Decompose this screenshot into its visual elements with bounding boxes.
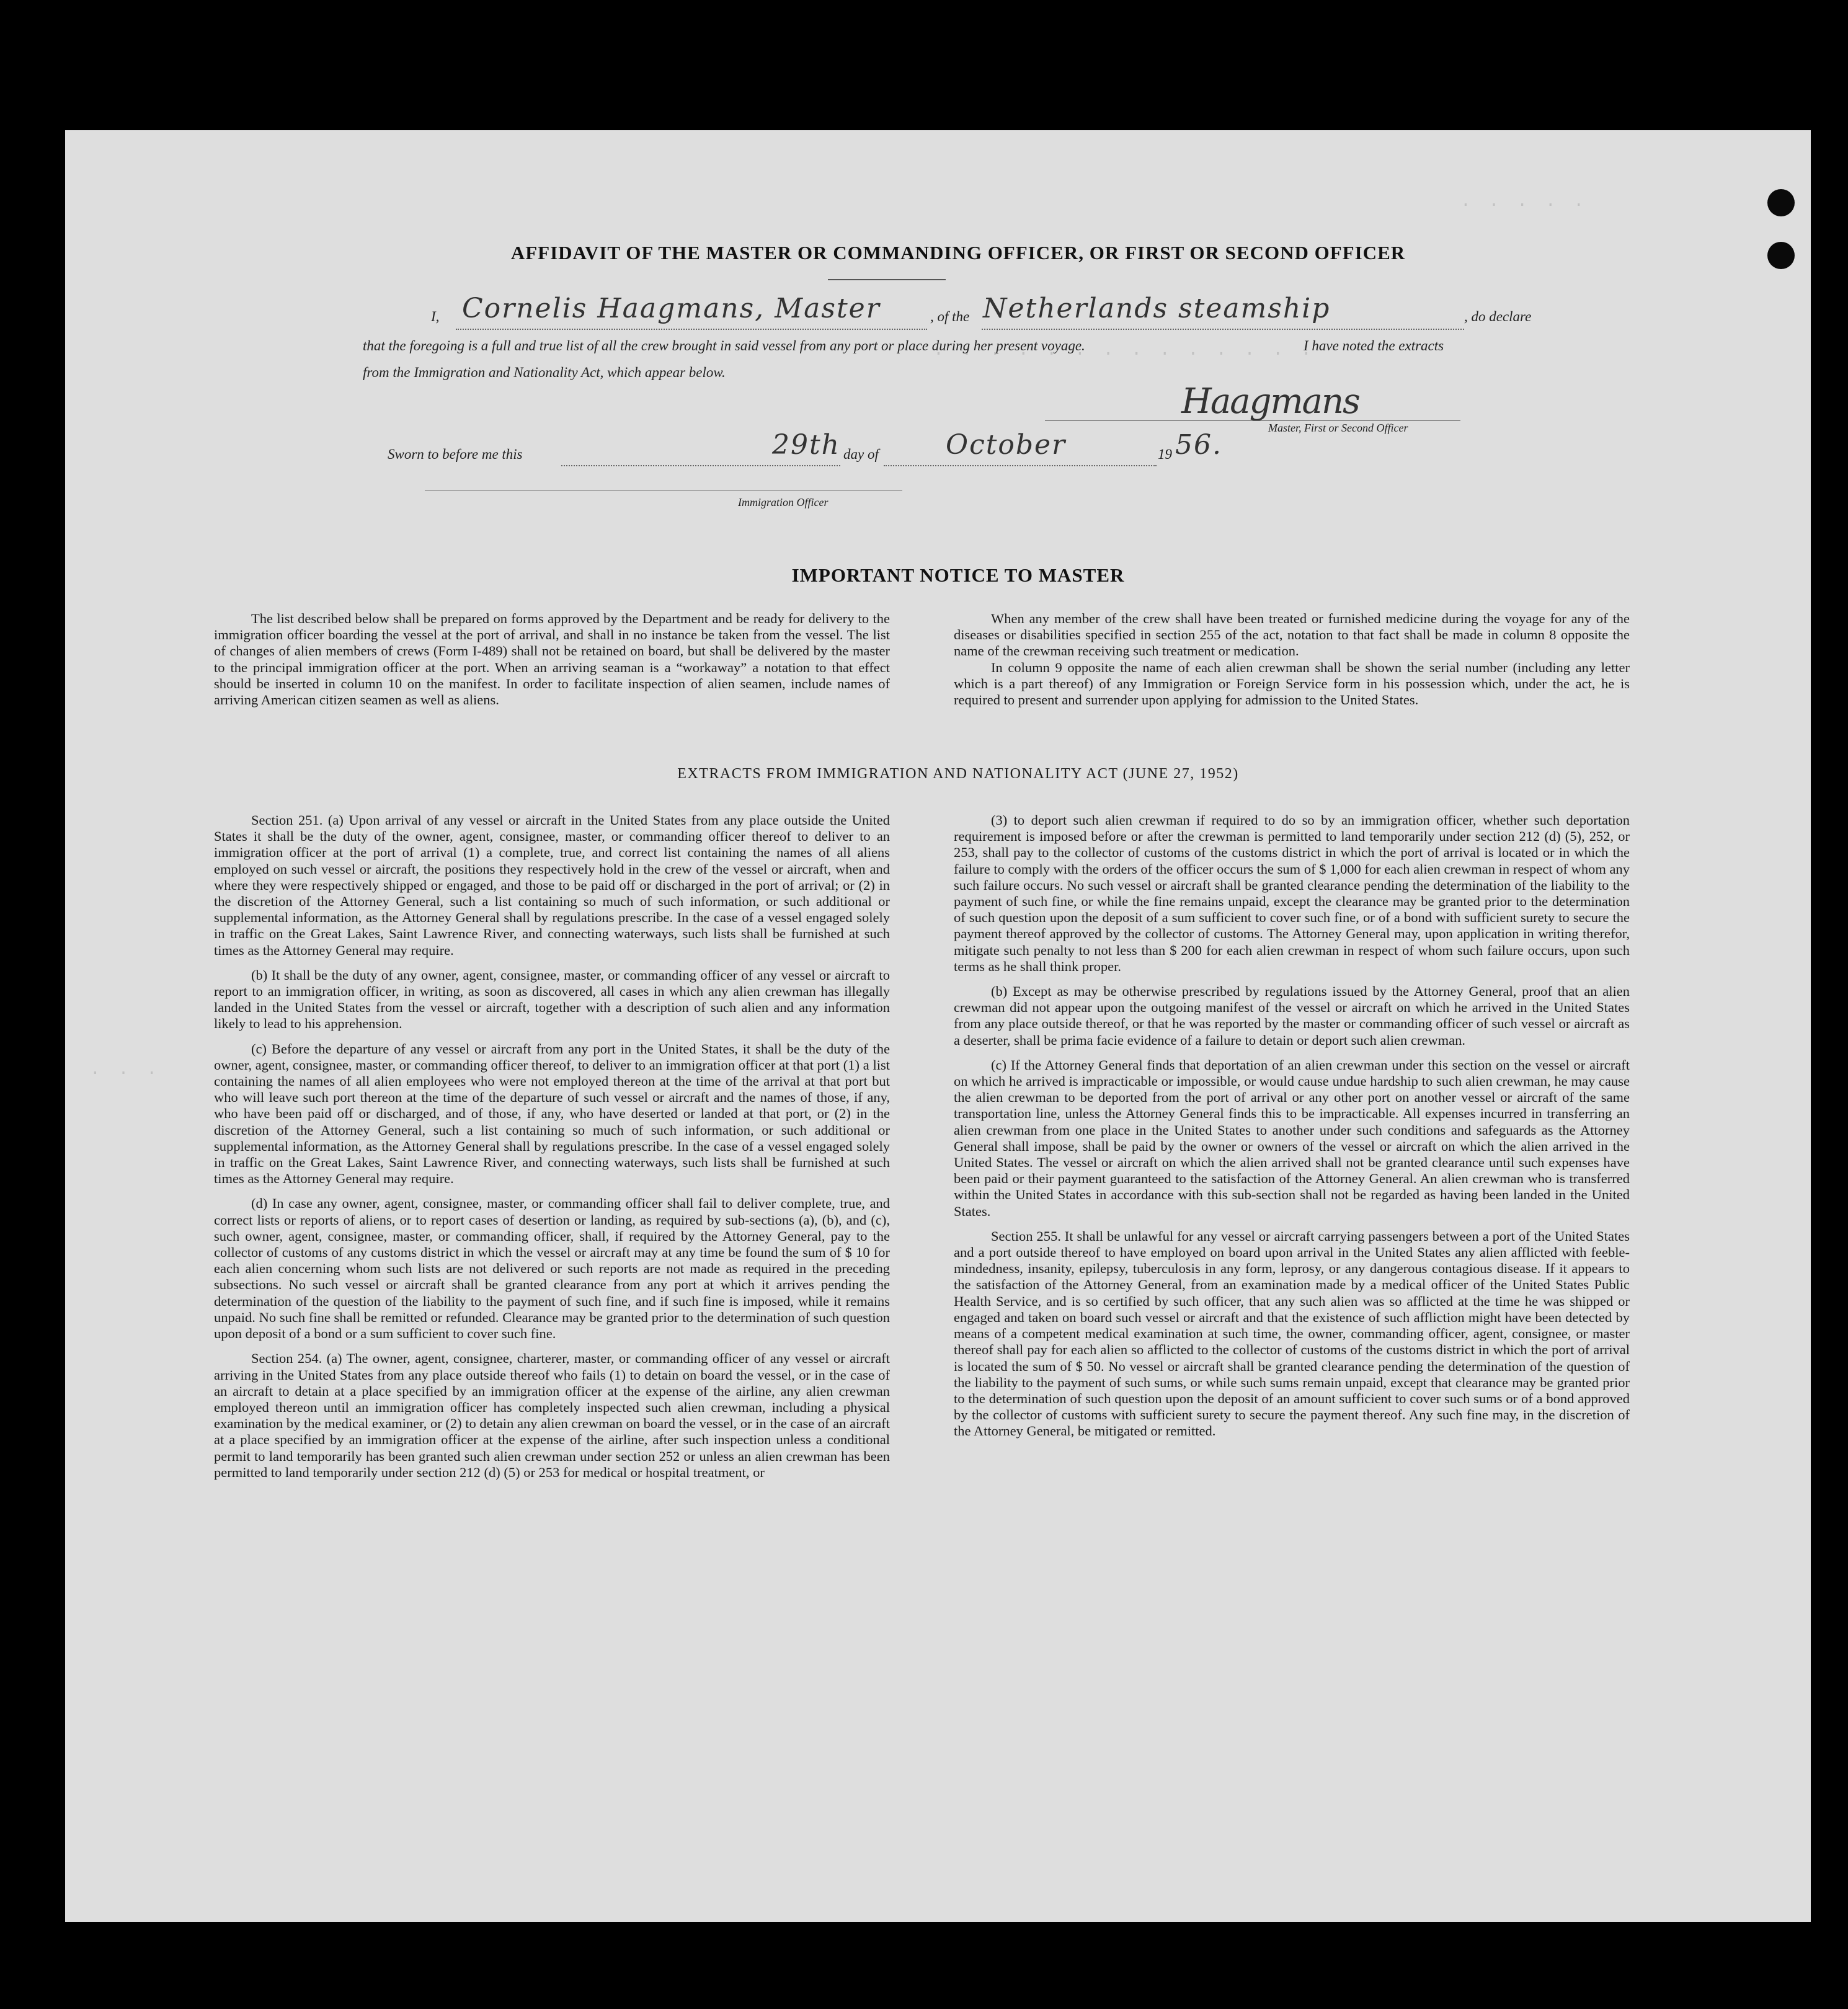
signature-label: Master, First or Second Officer — [1268, 422, 1408, 434]
notice-right-paragraph-1: When any member of the crew shall have been treated or furnished medicine during the voyage for any of the diseases or disabilities specified in section 255 of the act, notation to that fact shall be made in column 8 opposite the name of the crewman receiving such treatment or medication. — [954, 611, 1630, 659]
section-254-a-3: (3) to deport such alien crewman if required to do so by an immigration officer, whether such deportation requirement is imposed before or after the crewman is permitted to land temporarily under section 212 (d) (5), 252, or 253, shall pay to the collector of customs of the customs district in which the port of arrival is located or in which the failure to comply with the orders of the officer occurs the sum of $ 1,000 for each alien crewman in respect of whom any such failure occurs. No such vessel or aircraft shall be granted clearance pending the determination of the liability to the payment of such fine, or while the fine remains unpaid, except the clearance may be granted prior to the determination of such question upon the deposit of a sum sufficient to cover such fine, or of a bond with sufficient surety to secure the payment thereof approved by the collector of customs. The Attorney General may, upon application in writing therefor, mitigate such penalty to not less than $ 200 for each alien crewman in respect of whom such failure occurs, upon such terms as he shall think proper. — [954, 812, 1630, 974]
sworn-month-handwritten: October — [946, 429, 1067, 461]
sworn-prefix: Sworn to before me this — [388, 446, 523, 462]
name-fill-line — [456, 329, 927, 330]
section-254-b: (b) Except as may be otherwise prescribed by regulations issued by the Attorney General, proof that an alien crewman did not appear upon the outgoing manifest of the vessel or aircraft on which he arrived in the United States from any place outside thereof, or that he was reported by the master or commanding officer of such vessel or aircraft as a deserter, shall be prima facie evidence of a failure to detain or deport such alien crewman. — [954, 983, 1630, 1048]
immigration-officer-label: Immigration Officer — [738, 496, 828, 508]
signature-line — [1045, 420, 1460, 421]
sworn-year-printed: 19 — [1158, 446, 1172, 462]
affidavit-title: AFFIDAVIT OF THE MASTER OR COMMANDING OFFICER, OR FIRST OR SECOND OFFICER — [510, 242, 1406, 264]
notice-left — [214, 611, 890, 708]
notice-title: IMPORTANT NOTICE TO MASTER — [791, 564, 1125, 586]
section-251-c: (c) Before the departure of any vessel or aircraft from any port in the United States, it shall be the duty of the owner, agent, consignee, master, or commanding officer thereof, to deliver to an immigration officer at that port (1) a list containing the names of all alien employees who were not employed thereon at the time of the arrival at that port but who will leave such port thereon at the time of the departure of such vessel or aircraft and the names of those, if any, who have been paid off or discharged, and of those, if any, who have deserted or landed at that port, or (2) in the discretion of the Attorney General, such a list containing so much of such information, or such additional or supplemental information, as the Attorney General shall by regulations prescribe. In the case of a vessel engaged solely in traffic on the Great Lakes, Saint Lawrence River, and connecting waterways, such lists shall be furnished at such times as the Attorney General may require. — [214, 1040, 890, 1187]
affidavit-line2-right: I have noted the extracts — [1304, 338, 1444, 353]
sworn-month-line — [884, 465, 1157, 466]
affidavit-line1-suffix: , do declare — [1464, 309, 1532, 324]
sworn-year-handwritten: 56. — [1175, 429, 1222, 461]
section-254-a: Section 254. (a) The owner, agent, consignee, charterer, master, or commanding officer of any vessel or aircraft arriving in the United States from any place outside thereof who fails (1) to detain on board the vessel, or in the case of an aircraft to detain at a place specified by an immigration officer at the expense of the airline, any alien crewman employed thereon until an immigration officer has completely inspected such alien crewman, including a physical examination by the medical examiner, or (2) to detain any alien crewman on board the vessel, or in the case of an aircraft at a place specified by an immigration officer at the expense of the airline, after such inspection unless a conditional permit to land temporarily has been granted such alien crewman under section 252 or unless an alien crewman has been permitted to land temporarily under section 212 (d) (5) or 253 for medical or hospital treatment, or — [214, 1350, 890, 1480]
signature-handwritten: Haagmans — [1181, 381, 1359, 422]
sworn-day-of: day of — [843, 446, 879, 462]
section-254-c: (c) If the Attorney General finds that deportation of an alien crewman under this section on the vessel or aircraft on which he arrived is impracticable or impossible, or would cause undue hardship to such alien crewman, he may cause the alien crewman to be deported from the port of arrival or any other port on another vessel or aircraft of the same transportation line, unless the Attorney General finds this to be impracticable. All expenses incurred in transferring an alien crewman from one place in the United States to another under such conditions and safeguards as the Attorney General shall impose, shall be paid by the owner or owners of the vessel or aircraft on which the alien arrived in the United States. The vessel or aircraft on which the alien arrived shall not be granted clearance until such expenses have been paid or their payment guaranteed to the satisfaction of the Attorney General. An alien crewman who is transferred within the United States in accordance with this sub-section shall not be regarded as having been landed in the United States. — [954, 1057, 1630, 1219]
vessel-handwritten: Netherlands steamship — [983, 293, 1331, 324]
vessel-fill-line — [982, 329, 1464, 330]
affidavit-line2: that the foregoing is a full and true list of all the crew brought in said vessel from any port or place during her present voyage. — [363, 338, 1085, 353]
section-251-d: (d) In case any owner, agent, consignee, master, or commanding officer shall fail to deliver complete, true, and correct lists or reports of aliens, or to report cases of desertion or landing, as required by sub-sections (a), (b), and (c), such owner, agent, consignee, master, or commanding officer, shall, if required by the Attorney General, pay to the collector of customs of any customs district in which the vessel or aircraft may at any time be found the sum of $ 10 for each alien concerning whom such lists are not delivered or such reports are not made as required in the preceding subsections. No such vessel or aircraft shall be granted clearance from any port at which it arrives pending the determination of the question of the liability to the payment of such fine, and if such fine is imposed, while it remains unpaid. No such fine shall be remitted or refunded. Clearance may be granted prior to the determination of such question upon deposit of a bond or a sum sufficient to cover such fine. — [214, 1195, 890, 1342]
section-251-a: Section 251. (a) Upon arrival of any vessel or aircraft in the United States from any place outside the United States it shall be the duty of the owner, agent, consignee, master, or commanding officer thereof to deliver to an immigration officer at the port of arrival (1) a complete, true, and correct list containing the names of all aliens employed on such vessel or aircraft, the positions they respectively hold in the crew of the vessel or aircraft, when and where they were respectively shipped or engaged, and those to be paid off or discharged in the port of arrival; or (2) in the discretion of the Attorney General, such a list containing so much of such information, or such additional or supplemental information, as the Attorney General shall by regulations prescribe. In the case of a vessel engaged solely in traffic on the Great Lakes, Saint Lawrence River, and connecting waterways, such lists shall be furnished at such times as the Attorney General may require. — [214, 812, 890, 958]
sworn-day-line — [561, 465, 840, 466]
document-page: . . . . . . . . . . . . . . . . . . . . . . AFFIDAVIT OF THE MASTER OR COMMANDING OFFICER, OR FIRST OR SECOND OFFICER I, Cornelis Haagmans, Master , of the Netherlands steamship , do declare that the foregoing is a full and true list of all the crew brought in said vessel from any port or place during her present voyage. I have noted the extracts from the Immigration and Nationality Act, which appear below. Haagmans Master, First or Second Officer Sworn to before me this 29th day of October 19 56. Immigration Officer IMPORTANT NOTICE TO MASTER The list described below shall be prepared on forms approved by the Department and be ready for delivery to the immigration officer boarding the vessel at the port of arrival, and shall in no instance be taken from the vessel. The list of changes of alien members of crews (Form I-489) shall not be retained on board, but shall be delivered by the master to the principal immigration officer at the port. When an arriving seaman is a “workaway” a notation to that effect should be inserted in column 10 on the manifest. In order to facilitate inspection of alien seamen, include names of arriving American citizen seamen as well as aliens. When any member of the crew shall have been treated or furnished medicine during the voyage for any of the diseases or disabilities specified in section 255 of the act, notation to that fact shall be made in column 8 opposite the name of the crewman receiving such treatment or medication. In column 9 opposite the name of each alien crewman shall be shown the serial number (including any letter which is a part thereof) of any Immigration or Foreign Service form in his possession which, under the act, he is required to present and surrender upon applying for admission to the United States. EXTRACTS FROM IMMIGRATION AND NATIONALITY ACT (JUNE 27, 1952) Section 251. (a) Upon arrival of any vessel or aircraft in the United States from any place outside the United States it shall be the duty of the owner, agent, consignee, master, or commanding officer thereof to deliver to an immigration officer at the port of arrival (1) a complete, true, and correct list containing the names of all aliens employed on such vessel or aircraft, the positions they respectively hold in the crew of the vessel or aircraft, when and where they were respectively shipped or engaged, and those to be paid off or discharged in the port of arrival; or (2) in the discretion of the Attorney General, such a list containing so much of such information, or such additional or supplemental information, as the Attorney General shall by regulations prescribe. In the case of a vessel engaged solely in traffic on the Great Lakes, Saint Lawrence River, and connecting waterways, such lists shall be furnished at such times as the Attorney General may require. (b) It shall be the duty of any owner, agent, consignee, master, or commanding officer of any vessel or aircraft to report to an immigration officer, in writing, as soon as discovered, all cases in which any alien crewman has illegally landed in the United States from the vessel or aircraft, together with a description of such alien and any information likely to lead to his apprehension. (c) Before the departure of any vessel or aircraft from any port in the United States, it shall be the duty of the owner, agent, consignee, master, or commanding officer thereof, to deliver to an immigration officer at that port (1) a list containing the names of all alien employees who were not employed thereon at the time of the arrival at that port but who will leave such port thereon at the time of the departure of such vessel or aircraft and the names of those, if any, who have been paid off or discharged, and of those, if any, who have deserted or landed at that port, or (2) in the discretion of the Attorney General, such a list containing so much of such information, or such additional or supplemental information, as the Attorney General shall by regulations prescribe. In the case of a vessel engaged solely in traffic on the Great Lakes, Saint Lawrence River, and connecting waterways, such lists shall be furnished at such times as the Attorney General may require. (d) In case any owner, agent, consignee, master, or commanding officer shall fail to deliver complete, true, and correct lists or reports of aliens, or to report cases of desertion or landing, as required by sub-sections (a), (b), and (c), such owner, agent, consignee, master, or commanding officer, shall, if required by the Attorney General, pay to the collector of customs of any customs district in which the vessel or aircraft may at any time be found the sum of $ 10 for each alien concerning whom such lists are not delivered or such reports are not made as required in the preceding subsections. No such vessel or aircraft shall be granted clearance from any port at which it arrives pending the determination of the question of the liability to the payment of such fine, and if such fine is imposed, while it remains unpaid. No such fine shall be remitted or refunded. Clearance may be granted prior to the determination of such question upon deposit of a bond or a sum sufficient to cover such fine. Section 254. (a) The owner, agent, consignee, charterer, master, or commanding officer of any vessel or aircraft arriving in the United States from any place outside thereof who fails (1) to detain on board the vessel, or in the case of an aircraft to detain at a place specified by an immigration officer at the expense of the airline, any alien crewman employed thereon until an immigration officer has completely inspected such alien crewman, including a physical examination by the medical examiner, or (2) to detain any alien crewman on board the vessel, or in the case of an aircraft at a place specified by an immigration officer at the expense of the airline, after such inspection unless a conditional permit to land temporarily has been granted such alien crewman under section 252 or unless an alien crewman has been permitted to land temporarily under section 212 (d) (5) or 253 for medical or hospital treatment, or (3) to deport such alien crewman if required to do so by an immigration officer, whether such deportation requirement is imposed before or after the crewman is permitted to land temporarily under section 212 (d) (5), 252, or 253, shall pay to the collector of customs of the customs district in which the port of arrival is located or in which the failure to comply with the orders of the officer occurs the sum of $ 1,000 for each alien crewman in respect of whom any such failure occurs. No such vessel or aircraft shall be granted clearance pending the determination of the liability to the payment of such fine, or while the fine remains unpaid, except the clearance may be granted prior to the determination of such question upon the deposit of a sum sufficient to cover such fine, or of a bond with sufficient surety to secure the payment thereof approved by the collector of customs. The Attorney General may, upon application in writing therefor, mitigate such penalty to not less than $ 200 for each alien crewman in respect of whom such failure occurs, upon such terms as he shall think proper. (b) Except as may be otherwise prescribed by regulations issued by the Attorney General, proof that an alien crewman did not appear upon the outgoing manifest of the vessel or aircraft on which he arrived in the United States from any place outside thereof, or that he was reported by the master or commanding officer of such vessel or aircraft as a deserter, shall be prima facie evidence of a failure to detain or deport such alien crewman. (c) If the Attorney General finds that deportation of an alien crewman under this section on the vessel or aircraft on which he arrived is impracticable or impossible, or would cause undue hardship to such alien crewman, he may cause the alien crewman to be deported from the port of arrival or any other port on another vessel or aircraft of the same transportation line, unless the Attorney General finds this to be impracticable. All expenses incurred in transferring an alien crewman from one place in the United States to another under such conditions and safeguards as the Attorney General shall impose, shall be paid by the owner or owners of the vessel or aircraft on which the alien arrived in the United States. The vessel or aircraft on which the alien arrived shall not be granted clearance until such expenses have been paid or their payment guaranteed to the satisfaction of the Attorney General. An alien crewman who is transferred within the United States in accordance with this sub-section shall not be regarded as having been landed in the United States. Section 255. It shall be unlawful for any vessel or aircraft carrying passengers between a port of the United States and a port outside thereof to have employed on board upon arrival in the United States any alien afflicted with feeble-mindedness, insanity, epilepsy, tuberculosis in any form, leprosy, or any dangerous contagious disease. If it appears to the satisfaction of the Attorney General, from an examination made by a medical officer of the United States Public Health Service, and is so certified by such officer, that any such alien was so afflicted at the time he was shipped or engaged and taken on board such vessel or aircraft and that the existence of such affliction might have been detected by means of a competent medical examination at such time, the owner, commanding officer, agent, consignee, or master thereof shall pay for each alien so afflicted to the collector of customs of the customs district in which the port of arrival is located the sum of $ 50. No vessel or aircraft shall be granted clearance pending the determination of the question of the liability to the payment of such sums, or while such sums remain unpaid, except that clearance may be granted prior to the determination of such question upon the deposit of an amount sufficient to cover such sums or of a bond approved by the collector of customs with sufficient surety to secure the payment thereof. Any such fine may, in the discretion of the Attorney General, be mitigated or remitted. — [65, 130, 1811, 1922]
punch-hole-bottom — [1767, 242, 1795, 269]
master-name-handwritten: Cornelis Haagmans, Master — [462, 293, 881, 324]
section-255: Section 255. It shall be unlawful for any vessel or aircraft carrying passengers between a port of the United States and a port outside thereof to have employed on board upon arrival in the United States any alien afflicted with feeble-mindedness, insanity, epilepsy, tuberculosis in any form, leprosy, or any dangerous contagious disease. If it appears to the satisfaction of the Attorney General, from an examination made by a medical officer of the United States Public Health Service, and is so certified by such officer, that any such alien was so afflicted at the time he was shipped or engaged and taken on board such vessel or aircraft and that the existence of such affliction might have been detected by means of a competent medical examination at such time, the owner, commanding officer, agent, consignee, or master thereof shall pay for each alien so afflicted to the collector of customs of the customs district in which the port of arrival is located the sum of $ 50. No vessel or aircraft shall be granted clearance pending the determination of the question of the liability to the payment of such sums, or while such sums remain unpaid, except that clearance may be granted prior to the determination of such question upon the deposit of an amount sufficient to cover such sums or of a bond approved by the collector of customs with sufficient surety to secure the payment thereof. Any such fine may, in the discretion of the Attorney General, be mitigated or remitted. — [954, 1228, 1630, 1439]
section-251-b: (b) It shall be the duty of any owner, agent, consignee, master, or commanding officer of any vessel or aircraft to report to an immigration officer, in writing, as soon as discovered, all cases in which any alien crewman has illegally landed in the United States from the vessel or aircraft, together with a description of such alien and any information likely to lead to his apprehension. — [214, 967, 890, 1032]
sworn-day-handwritten: 29th — [772, 429, 841, 461]
punch-hole-top — [1767, 189, 1795, 216]
extracts-title: EXTRACTS FROM IMMIGRATION AND NATIONALITY ACT (JUNE 27, 1952) — [677, 766, 1239, 782]
notice-right — [954, 611, 1630, 708]
affidavit-line1-prefix: I, — [431, 309, 440, 324]
notice-left-paragraph: The list described below shall be prepared on forms approved by the Department and be ready for delivery to the immigration officer boarding the vessel at the port of arrival, and shall in no instance be taken from the vessel. The list of changes of alien members of crews (Form I-489) shall not be retained on board, but shall be delivered by the master to the principal immigration officer at the port. When an arriving seaman is a “workaway” a notation to that effect should be inserted in column 10 on the manifest. In order to facilitate inspection of alien seamen, include names of arriving American citizen seamen as well as aliens. — [214, 611, 890, 708]
affidavit-line3: from the Immigration and Nationality Act, which appear below. — [363, 365, 726, 380]
title-divider — [828, 279, 946, 280]
notice-right-paragraph-2: In column 9 opposite the name of each alien crewman shall be shown the serial number (including any letter which is a part thereof) of any Immigration or Foreign Service form in his possession which, under the act, he is required to present and surrender upon applying for admission to the United States. — [954, 659, 1630, 708]
extracts-right-column — [954, 812, 1630, 1440]
extracts-left-column — [214, 812, 890, 1481]
affidavit-line1-of-the: , of the — [930, 309, 970, 324]
